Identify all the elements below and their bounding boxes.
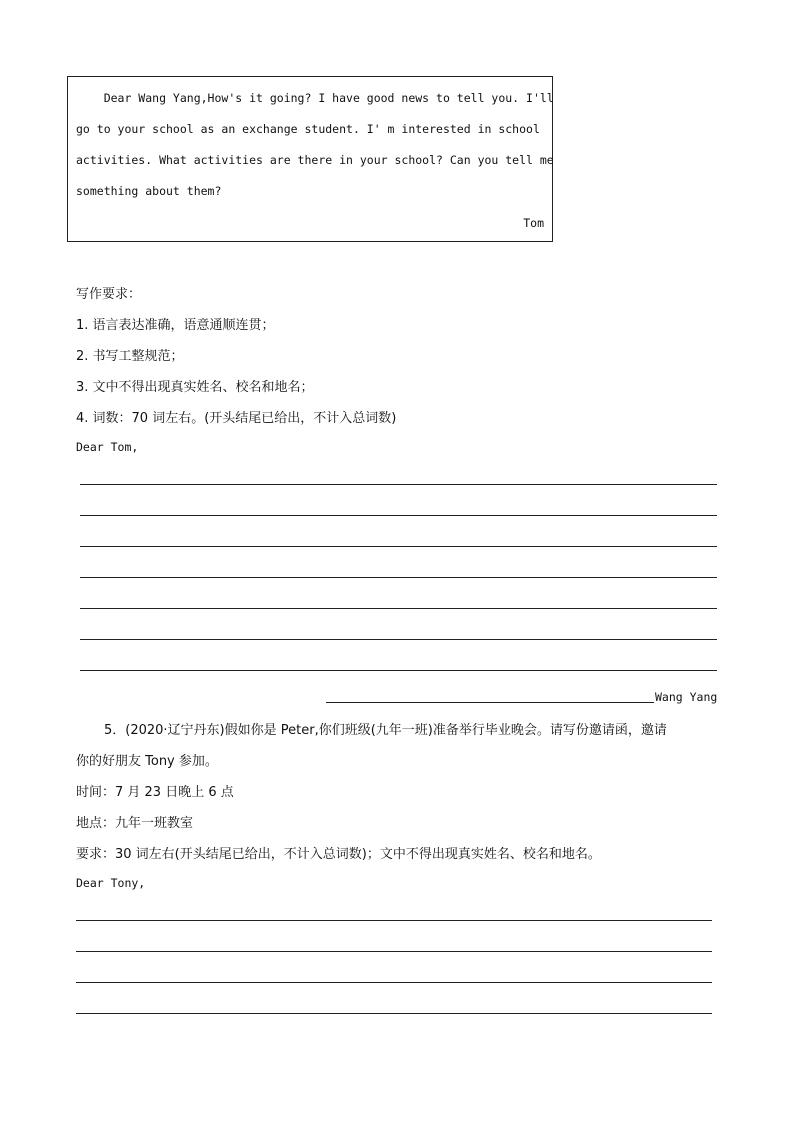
requirement-item-2: 2. 书写工整规范；	[76, 349, 184, 364]
letter-line-2: go to your school as an exchange student. I' m interested in school	[76, 122, 540, 136]
requirement-item-3: 3. 文中不得出现真实姓名、校名和地名；	[76, 380, 314, 395]
answer-line	[80, 515, 717, 516]
answer-line	[80, 639, 717, 640]
requirement-item-1: 1. 语言表达准确，语意通顺连贯；	[76, 318, 275, 333]
answer-line	[80, 546, 717, 547]
letter-line-3: activities. What activities are there in your school? Can you tell me	[76, 153, 554, 167]
question5-place: 地点：九年一班教室	[76, 816, 194, 831]
answer-line	[76, 1013, 712, 1014]
question5-time: 时间：7 月 23 日晚上 6 点	[76, 785, 234, 800]
answer-line	[80, 484, 717, 485]
answer1-greeting: Dear Tom,	[76, 440, 139, 454]
question5-line2: 你的好朋友 Tony 参加。	[76, 754, 218, 769]
question5-requirement: 要求：30 词左右(开头结尾已给出，不计入总词数)；文中不得出现真实姓名、校名和地名。	[76, 847, 601, 862]
letter-line-4: something about them?	[76, 184, 222, 198]
requirements-heading: 写作要求：	[76, 287, 142, 302]
answer-line	[76, 951, 712, 952]
requirement-item-4: 4. 词数：70 词左右。(开头结尾已给出，不计入总词数)	[76, 411, 397, 426]
question5-greeting: Dear Tony,	[76, 876, 146, 890]
answer-line	[80, 577, 717, 578]
answer1-signature: Wang Yang	[655, 690, 718, 704]
answer-line	[80, 608, 717, 609]
letter-line-1: Dear Wang Yang,How's it going? I have good news to tell you. I'll	[76, 91, 554, 105]
answer-line	[76, 920, 712, 921]
signature-line	[326, 702, 654, 703]
answer-line	[80, 670, 717, 671]
question5-line1: 5．(2020·辽宁丹东)假如你是 Peter,你们班级(九年一班)准备举行毕业晚会。请写份邀请函，邀请	[104, 723, 667, 738]
letter-signoff: Tom	[523, 216, 544, 230]
letter-box	[67, 76, 553, 242]
answer-line	[76, 982, 712, 983]
